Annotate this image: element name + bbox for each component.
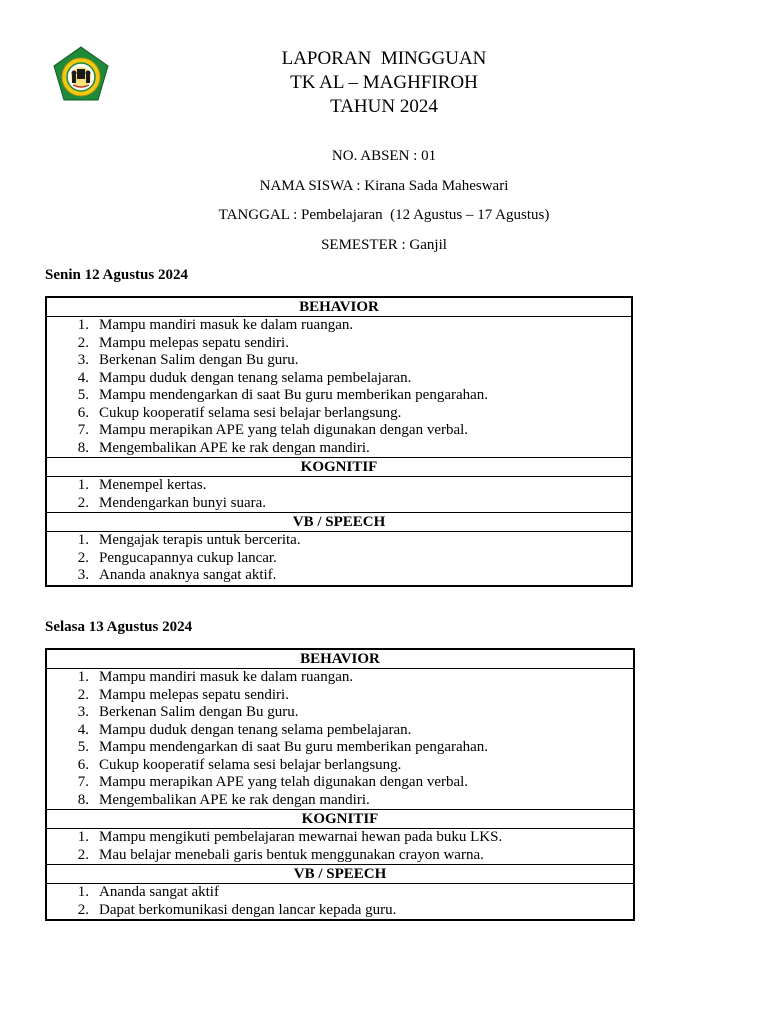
item-text: Cukup kooperatif selama sesi belajar berlangsung. bbox=[99, 756, 402, 773]
item-number: 2. bbox=[77, 686, 89, 703]
item-number: 4. bbox=[77, 369, 89, 386]
item-text: Mengajak terapis untuk bercerita. bbox=[99, 532, 301, 548]
item-text: Mampu mandiri masuk ke dalam ruangan. bbox=[99, 317, 354, 333]
item-number: 5. bbox=[77, 387, 89, 403]
section-header-speech: VB / SPEECH bbox=[46, 865, 634, 884]
list-item bbox=[47, 352, 631, 370]
list-item bbox=[47, 722, 633, 740]
list-item bbox=[47, 477, 631, 495]
item-number: 5. bbox=[77, 739, 89, 755]
item-text: Mau belajar menebali garis bentuk menggunakan crayon warna. bbox=[99, 846, 484, 863]
item-text: Mampu melepas sepatu sendiri. bbox=[99, 334, 289, 351]
no-absen: NO. ABSEN : 01 bbox=[331, 148, 437, 164]
item-number: 1. bbox=[77, 532, 89, 548]
list-item bbox=[47, 440, 631, 458]
item-text: Mampu mengikuti pembelajaran mewarnai hewan pada buku LKS. bbox=[99, 829, 503, 845]
section-body-kognitif bbox=[46, 477, 632, 513]
item-number: 6. bbox=[77, 756, 89, 773]
item-number: 2. bbox=[77, 846, 89, 863]
item-text: Mampu mendengarkan di saat Bu guru memberikan pengarahan. bbox=[99, 387, 489, 403]
list-item bbox=[47, 495, 631, 513]
item-number: 3. bbox=[77, 704, 89, 720]
section-body-kognitif bbox=[46, 829, 634, 865]
report-table-senin bbox=[45, 296, 633, 587]
list-item bbox=[47, 532, 631, 550]
item-number: 6. bbox=[77, 404, 89, 421]
date-range: TANGGAL : Pembelajaran (12 Agustus – 17 Agustus) bbox=[218, 207, 550, 223]
list-item bbox=[47, 847, 633, 865]
item-number: 1. bbox=[77, 884, 89, 900]
list-item bbox=[47, 704, 633, 722]
speech-list bbox=[47, 884, 633, 919]
list-item bbox=[47, 567, 631, 585]
item-text: Mampu duduk dengan tenang selama pembelajaran. bbox=[99, 369, 412, 386]
section-body-behavior bbox=[46, 669, 634, 810]
report-title bbox=[0, 47, 768, 119]
list-item bbox=[47, 370, 631, 388]
section-body-speech bbox=[46, 884, 634, 921]
item-text: Ananda anaknya sangat aktif. bbox=[99, 567, 277, 583]
list-item bbox=[47, 687, 633, 705]
item-text: Mampu mendengarkan di saat Bu guru memberikan pengarahan. bbox=[99, 739, 489, 755]
item-text: Mengembalikan APE ke rak dengan mandiri. bbox=[99, 439, 370, 456]
section-body-speech bbox=[46, 532, 632, 586]
item-text: Pengucapannya cukup lancar. bbox=[99, 549, 277, 566]
item-text: Mampu merapikan APE yang telah digunakan dengan verbal. bbox=[99, 774, 469, 790]
section-header-behavior: BEHAVIOR bbox=[46, 649, 634, 669]
day-heading-senin: Senin 12 Agustus 2024 bbox=[45, 267, 188, 283]
title-line-2: TK AL – MAGHFIROH bbox=[290, 72, 478, 93]
item-text: Mampu melepas sepatu sendiri. bbox=[99, 686, 289, 703]
item-number: 7. bbox=[77, 774, 89, 790]
student-name: NAMA SISWA : Kirana Sada Maheswari bbox=[259, 178, 509, 194]
day-heading-selasa: Selasa 13 Agustus 2024 bbox=[45, 619, 193, 635]
item-text: Mampu mandiri masuk ke dalam ruangan. bbox=[99, 669, 354, 685]
item-text: Berkenan Salim dengan Bu guru. bbox=[99, 704, 299, 720]
title-line-1: LAPORAN MINGGUAN bbox=[281, 48, 487, 69]
list-item bbox=[47, 902, 633, 920]
item-text: Ananda sangat aktif bbox=[99, 884, 219, 900]
item-text: Berkenan Salim dengan Bu guru. bbox=[99, 352, 299, 368]
item-number: 2. bbox=[77, 901, 89, 918]
kognitif-list bbox=[47, 477, 631, 512]
behavior-list bbox=[47, 317, 631, 457]
item-number: 1. bbox=[77, 477, 89, 493]
section-header-kognitif: KOGNITIF bbox=[46, 810, 634, 829]
item-number: 2. bbox=[77, 334, 89, 351]
list-item bbox=[47, 317, 631, 335]
section-header-kognitif: KOGNITIF bbox=[46, 458, 632, 477]
title-line-3: TAHUN 2024 bbox=[330, 96, 438, 117]
list-item bbox=[47, 739, 633, 757]
item-text: Cukup kooperatif selama sesi belajar berlangsung. bbox=[99, 404, 402, 421]
list-item bbox=[47, 757, 633, 775]
item-text: Mampu duduk dengan tenang selama pembelajaran. bbox=[99, 721, 412, 738]
item-number: 4. bbox=[77, 721, 89, 738]
behavior-list bbox=[47, 669, 633, 809]
item-number: 1. bbox=[77, 317, 89, 333]
item-number: 3. bbox=[77, 352, 89, 368]
section-body-behavior bbox=[46, 317, 632, 458]
item-number: 1. bbox=[77, 829, 89, 845]
item-number: 2. bbox=[77, 494, 89, 511]
item-number: 2. bbox=[77, 549, 89, 566]
list-item bbox=[47, 774, 633, 792]
item-text: Mendengarkan bunyi suara. bbox=[99, 494, 267, 511]
list-item bbox=[47, 387, 631, 405]
report-table-selasa bbox=[45, 648, 635, 921]
item-number: 3. bbox=[77, 567, 89, 583]
list-item bbox=[47, 884, 633, 902]
item-text: Mampu merapikan APE yang telah digunakan dengan verbal. bbox=[99, 422, 469, 438]
item-text: Mengembalikan APE ke rak dengan mandiri. bbox=[99, 791, 370, 808]
speech-list bbox=[47, 532, 631, 585]
item-number: 8. bbox=[77, 439, 89, 456]
list-item bbox=[47, 405, 631, 423]
list-item bbox=[47, 792, 633, 810]
section-header-behavior: BEHAVIOR bbox=[46, 297, 632, 317]
item-number: 8. bbox=[77, 791, 89, 808]
list-item bbox=[47, 669, 633, 687]
list-item bbox=[47, 550, 631, 568]
section-header-speech: VB / SPEECH bbox=[46, 513, 632, 532]
item-number: 7. bbox=[77, 422, 89, 438]
list-item bbox=[47, 335, 631, 353]
kognitif-list bbox=[47, 829, 633, 864]
item-text: Menempel kertas. bbox=[99, 477, 207, 493]
list-item bbox=[47, 422, 631, 440]
semester: SEMESTER : Ganjil bbox=[321, 237, 447, 253]
list-item bbox=[47, 829, 633, 847]
item-text: Dapat berkomunikasi dengan lancar kepada guru. bbox=[99, 901, 397, 918]
item-number: 1. bbox=[77, 669, 89, 685]
